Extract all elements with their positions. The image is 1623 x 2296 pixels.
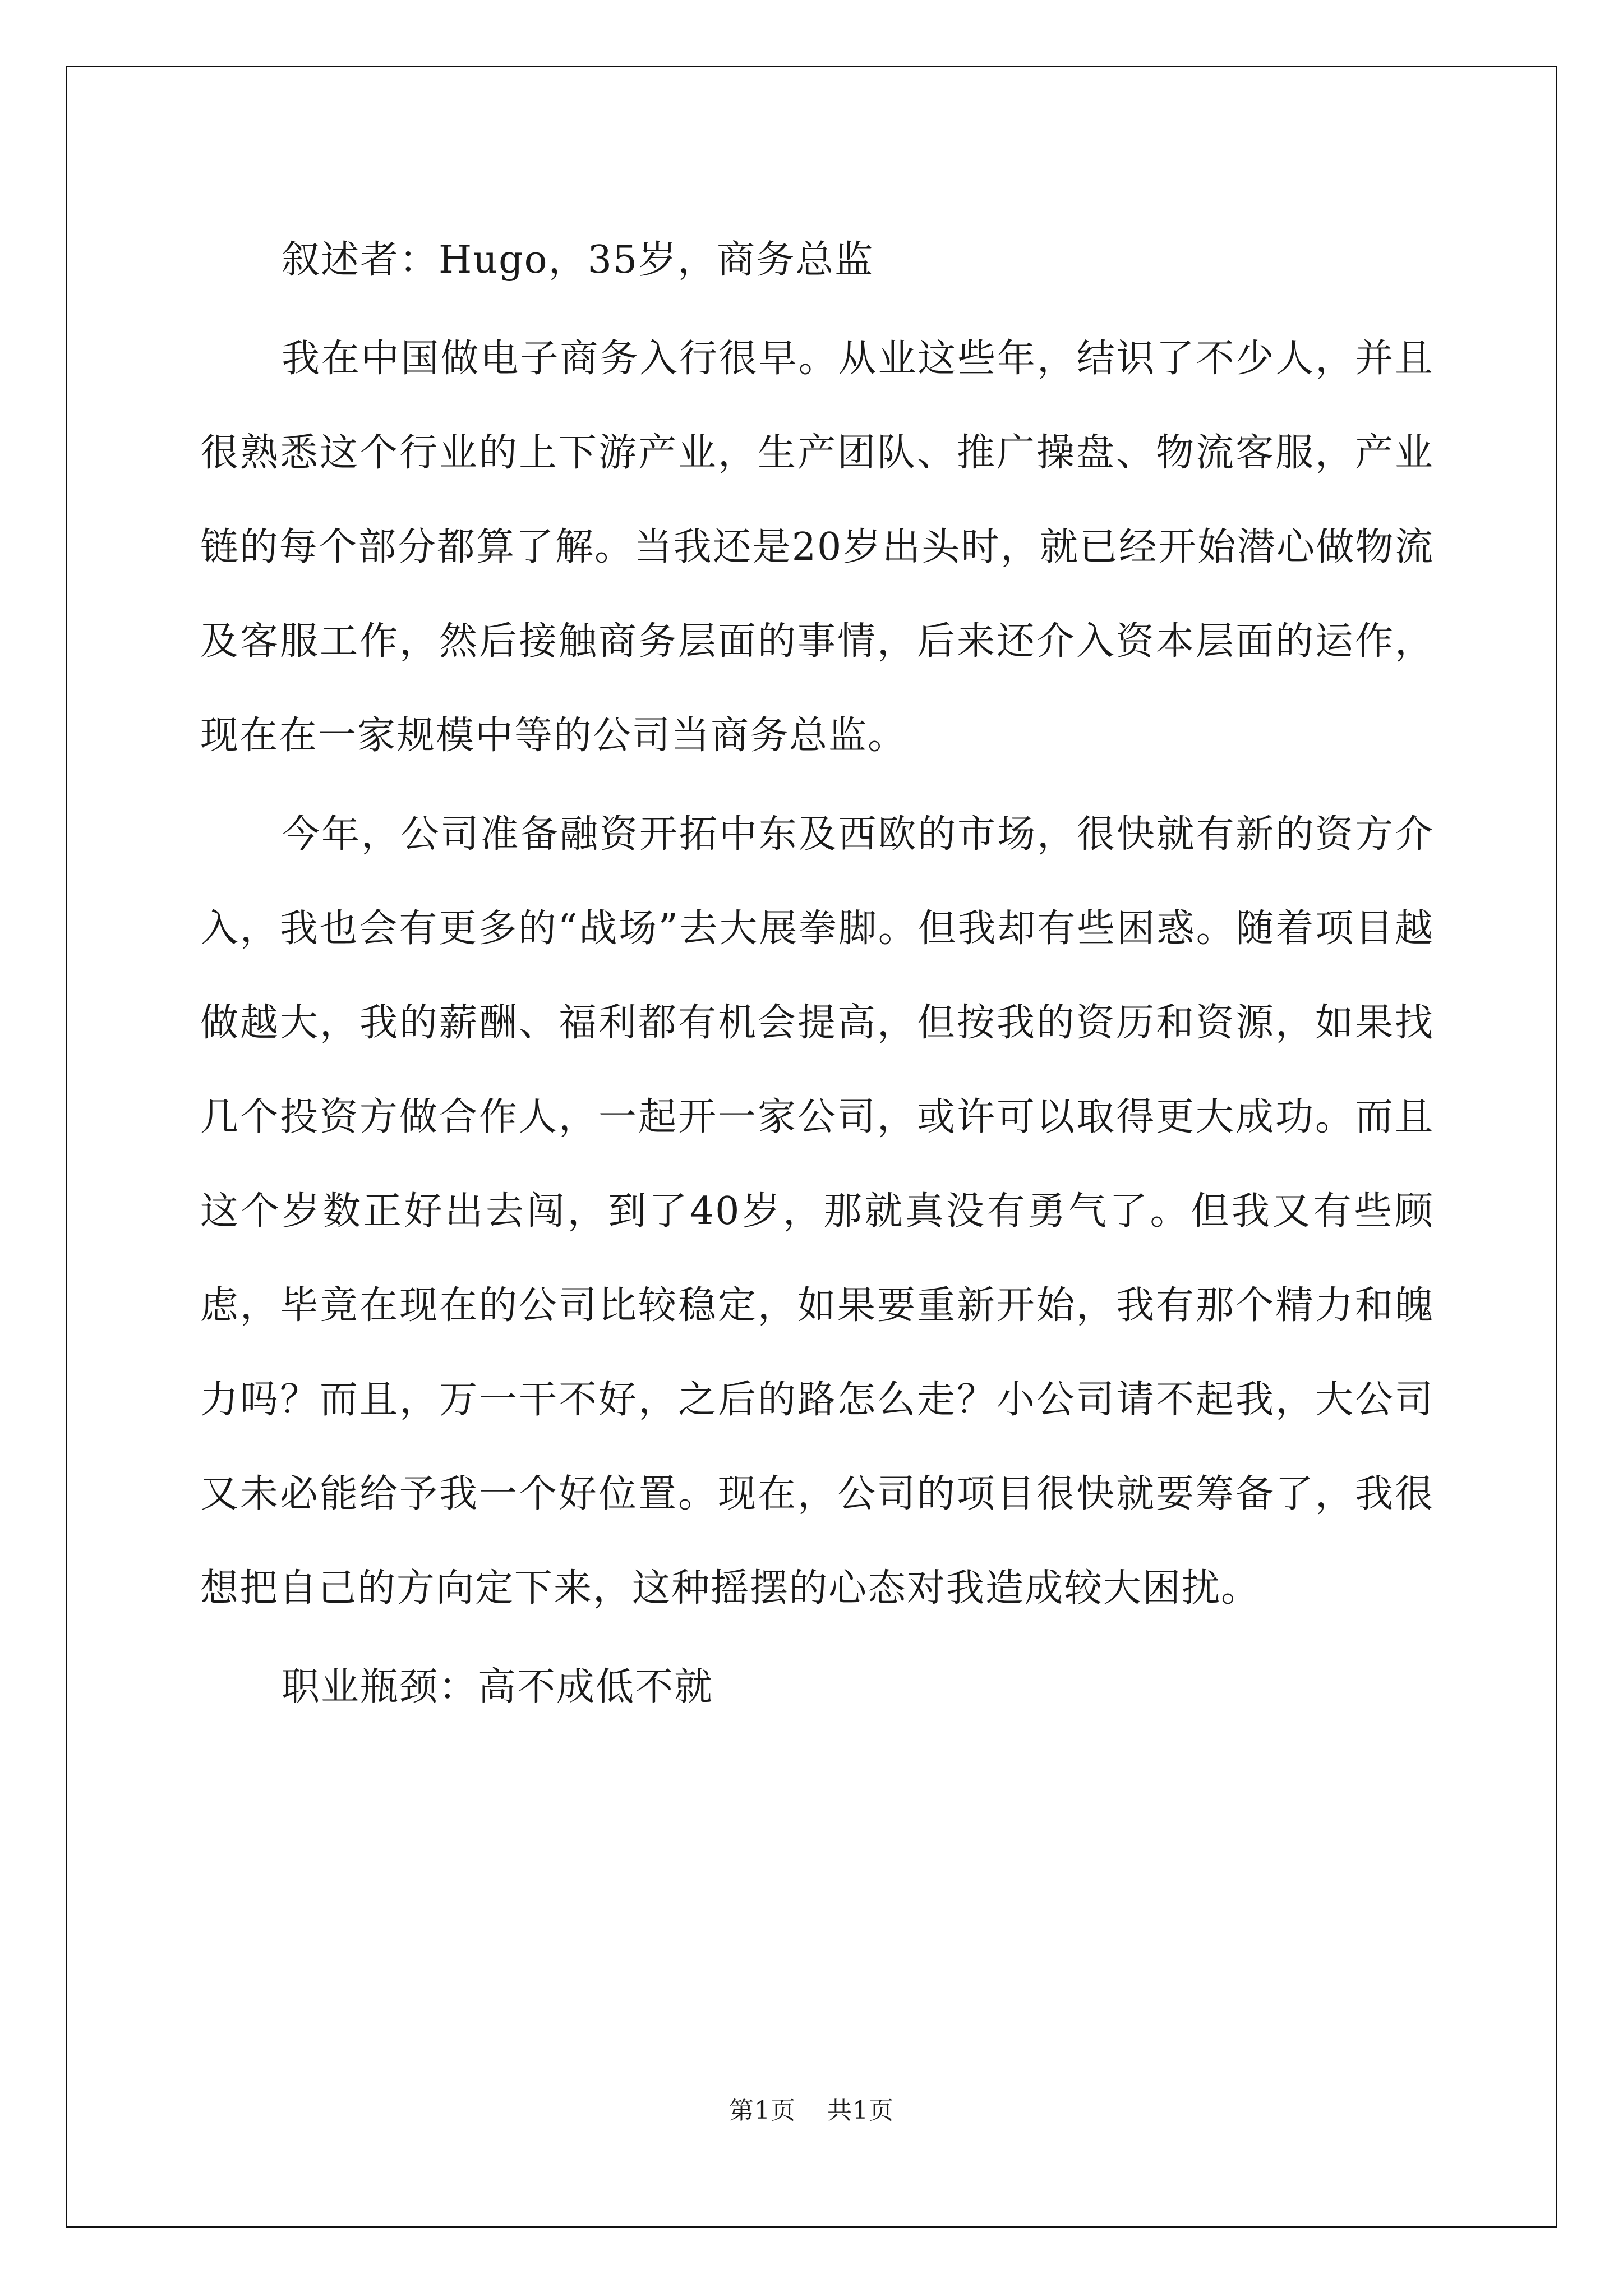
- document-body: [200, 213, 1434, 1734]
- page-footer: [0, 2090, 1623, 2126]
- paragraph-dilemma: 今年，公司准备融资开拓中东及西欧的市场，很快就有新的资方介入，我也会有更多的“战场”去大展拳脚。但我却有些困惑。随着项目越做越大，我的薪酬、福利都有机会提高，但按我的资历和资源，如果找几个投资方做合作人，一起开一家公司，或许可以取得更大成功。而且这个岁数正好出去闯，到了40岁，那就真没有勇气了。但我又有些顾虑，毕竟在现在的公司比较稳定，如果要重新开始，我有那个精力和魄力吗？而且，万一干不好，之后的路怎么走？小公司请不起我，大公司又未必能给予我一个好位置。现在，公司的项目很快就要筹备了，我很想把自己的方向定下来，这种摇摆的心态对我造成较大困扰。: [200, 812, 1434, 1611]
- paragraph-heading-bottleneck: 职业瓶颈：高不成低不就: [282, 1665, 714, 1709]
- paragraph-background: 我在中国做电子商务入行很早。从业这些年，结识了不少人，并且很熟悉这个行业的上下游产业，生产团队、推广操盘、物流客服，产业链的每个部分都算了解。当我还是20岁出头时，就已经开始潜心做物流及客服工作，然后接触商务层面的事情，后来还介入资本层面的运作，现在在一家规模中等的公司当商务总监。: [200, 337, 1434, 758]
- paragraph-narrator: 叙述者：Hugo，35岁，商务总监: [282, 238, 874, 282]
- page-number: 第1页: [729, 2096, 796, 2125]
- page-total: 共1页: [827, 2096, 894, 2125]
